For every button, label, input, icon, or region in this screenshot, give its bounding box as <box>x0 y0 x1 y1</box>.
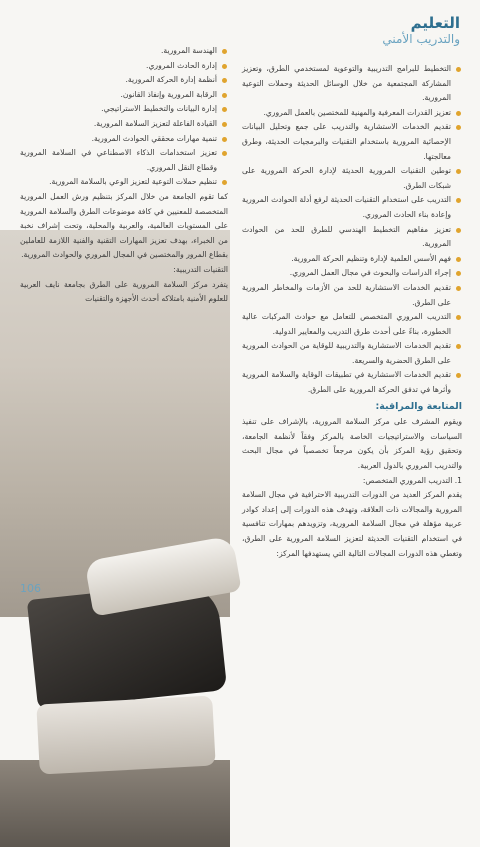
page-header <box>382 14 460 47</box>
list-item: إدارة البيانات والتخطيط الاستراتيجي. <box>20 102 217 117</box>
list-item: التخطيط للبرامج التدريبية والتوعوية لمستخدمي الطرق، وتعزيز المشاركة المجتمعية من خلال الوسائل الحديثة وحملات التوعية المرورية. <box>242 62 451 106</box>
section-heading: المتابعة والمراقبة: <box>375 400 462 412</box>
list-item: تنظيم حملات التوعية لتعزيز الوعي بالسلامة المرورية. <box>20 175 217 190</box>
list-item: القيادة الفاعلة لتعزيز السلامة المرورية. <box>20 117 217 132</box>
simulator-platform <box>36 695 215 774</box>
list-item: تنمية مهارات محققي الحوادث المرورية. <box>20 132 217 147</box>
right-column <box>242 62 462 561</box>
list-item: تعزيز القدرات المعرفية والمهنية للمختصين بالعمل المروري. <box>242 106 451 121</box>
subheading: التقنيات التدريبية: <box>173 264 228 274</box>
list-item: تعزيز استخدامات الذكاء الاصطناعي في السلامة المرورية وقطاع النقل المروري. <box>20 146 217 175</box>
list-item: التدريب على استخدام التقنيات الحديثة لرفع أدلة الحوادث المرورية وإعادة بناء الحادث المروري. <box>242 193 451 222</box>
list-item: تعزيز مفاهيم التخطيط الهندسي للطرق للحد من الحوادث المرورية. <box>242 223 451 252</box>
paragraph: يقدم المركز العديد من الدورات التدريبية الاحترافية في مجال السلامة المرورية والمجالات ذات العلاقة، وتهدف هذه الدورات إلى إعداد كوادر عربية مؤهلة في مجال السلامة المرورية، وتزويدهم بمهارات تنافسية في استخدام التقنيات الحديثة لتعزيز السلامة المرورية على الطرق، وتغطي هذه الدورات المجالات التالية التي يستهدفها المركز: <box>242 490 462 558</box>
numbered-heading: 1. التدريب المروري المتخصص: <box>362 475 462 485</box>
list-item: إدارة الحادث المروري. <box>20 59 217 74</box>
list-item: توطين التقنيات المرورية الحديثة لإدارة الحركة المرورية على شبكات الطرق. <box>242 164 451 193</box>
page-subtitle: والتدريب الأمني <box>382 32 460 46</box>
course-areas-list <box>20 44 228 190</box>
simulator-console <box>84 535 241 616</box>
list-item: تقديم الخدمات الاستشارية والتدريب على جمع وتحليل البيانات الإحصائية المرورية باستخدام التقنيات والبرمجيات الحديثة، وطرق معالجتها. <box>242 120 451 164</box>
list-item: الرقابة المرورية وإنفاذ القانون. <box>20 88 217 103</box>
list-item: التدريب المروري المتخصص للتعامل مع حوادث المركبات عالية الخطورة، بناءً على أحدث طرق التدريب والمعايير الدولية. <box>242 310 451 339</box>
services-list <box>242 62 462 398</box>
list-item: أنظمة إدارة الحركة المرورية. <box>20 73 217 88</box>
list-item: إجراء الدراسات والبحوث في مجال العمل المروري. <box>242 266 451 281</box>
list-item: تقديم الخدمات الاستشارية للحد من الأزمات والمخاطر المرورية على الطرق. <box>242 281 451 310</box>
list-item: تقديم الخدمات الاستشارية والتدريبية للوقاية من الحوادث المرورية على الطرق الحضرية والسريعة. <box>242 339 451 368</box>
paragraph: يتفرد مركز السلامة المرورية على الطرق بجامعة نايف العربية للعلوم الأمنية بامتلاكه أحدث الأجهزة والتقنيات <box>20 279 228 304</box>
page-number: 106 <box>20 582 41 595</box>
left-column <box>20 44 228 307</box>
photo-floor <box>0 760 230 847</box>
list-item: تقديم الخدمات الاستشارية في تطبيقات الوقاية والسلامة المرورية وأثرها في تدفق الحركة المرورية على الطرق. <box>242 368 451 397</box>
paragraph: ويقوم المشرف على مركز السلامة المرورية، بالإشراف على تنفيذ السياسات والاستراتيجيات الخاصة بالمركز وفقاً لأنظمة الجامعة، وتحقيق رؤية المركز بأن يكون مرجعاً تخصصياً في مجال البحث والتدريب المروري بالدول العربية. <box>242 417 462 471</box>
paragraph: كما تقوم الجامعة من خلال المركز بتنظيم ورش العمل المرورية المتخصصة للمعنيين في كافة موضوعات الطرق والسلامة المرورية على المستويات العالمية، والعربية والمحلية، وتحت إشراف نخبة من الخبراء، بهدف تعزيز المهارات التقنية والفنية اللازمة للعاملين بقطاع المرور والمختصين في المجال المروري والحوادث المرورية. <box>20 191 228 260</box>
page-title: التعليم <box>410 14 460 32</box>
list-item: فهم الأسس العلمية لإدارة وتنظيم الحركة المرورية. <box>242 252 451 267</box>
list-item: الهندسة المرورية. <box>20 44 217 59</box>
